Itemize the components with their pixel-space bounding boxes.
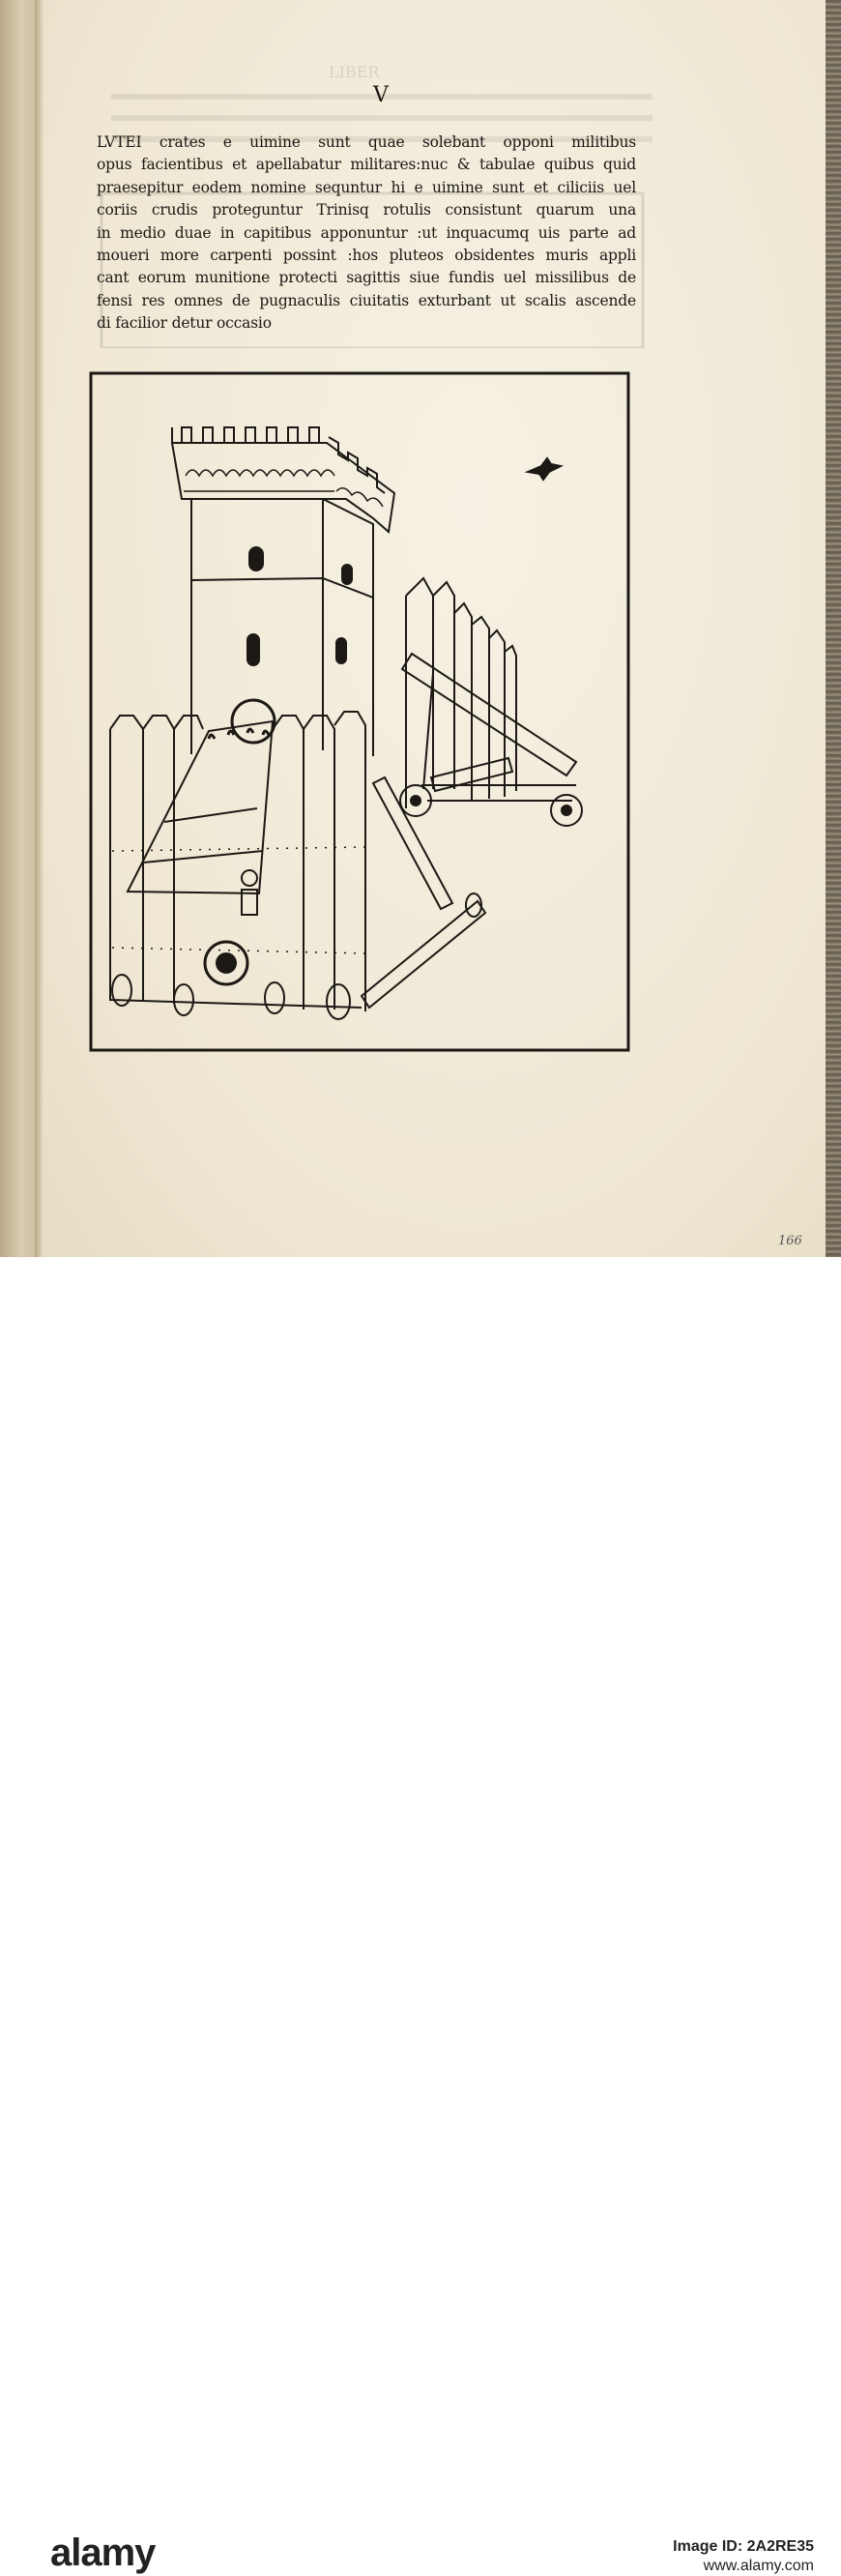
text-line: coriis crudis proteguntur Trinisq rotulis consistunt quarum una	[97, 201, 636, 220]
tower-crenellations	[172, 427, 385, 493]
book-heading-letter: V	[373, 83, 389, 107]
latin-text-block	[97, 132, 636, 336]
scanned-book-spread	[0, 0, 841, 1257]
text-line: cant eorum munitione protecti sagittis siue fundis uel missilibus de	[97, 269, 636, 287]
page-stack-edge	[826, 0, 841, 1257]
bleed-through-heading: LIBER	[329, 63, 380, 81]
book-gutter	[35, 0, 44, 1257]
palisade-nail-rows	[112, 847, 365, 953]
woodcut-illustration	[83, 367, 636, 1056]
text-line: moueri more carpenti possint :hos pluteos obsidentes muris appli	[97, 247, 636, 265]
text-line: in medio duae in capitibus apponuntur :ut inquacumq uis parte ad	[97, 223, 636, 242]
tower-arches	[184, 470, 383, 507]
folio-number: 166	[778, 1234, 802, 1248]
tower-window	[336, 638, 346, 663]
tower-body	[191, 499, 373, 756]
stock-photo-footer	[0, 1257, 841, 2574]
image-id: Image ID: 2A2RE35	[673, 2538, 814, 2555]
alamy-logo: alamy	[50, 2532, 156, 2574]
front-pluteus-screen	[110, 700, 485, 1019]
site-url: www.alamy.com	[703, 2558, 814, 2574]
tower-window	[342, 565, 352, 584]
image-reference	[673, 2537, 814, 2576]
left-page-edge	[0, 0, 39, 1257]
text-line: fensi res omnes de pugnaculis ciuitatis exturbant ut scalis ascende	[97, 291, 636, 309]
bird-icon	[528, 458, 561, 480]
text-line: LVTEI crates e uimine sunt quae solebant opponi militibus	[97, 133, 636, 151]
tower-window	[247, 634, 259, 665]
text-line: opus facientibus et apellabatur militares:nuc & tabulae quibus quid	[97, 156, 636, 174]
rear-pluteus-screen	[400, 578, 582, 826]
text-line: di facilior detur occasio	[97, 314, 272, 333]
tower-window	[249, 547, 263, 571]
text-line: praesepitur eodem nomine sequntur hi e uimine sunt et ciliciis uel	[97, 178, 636, 196]
